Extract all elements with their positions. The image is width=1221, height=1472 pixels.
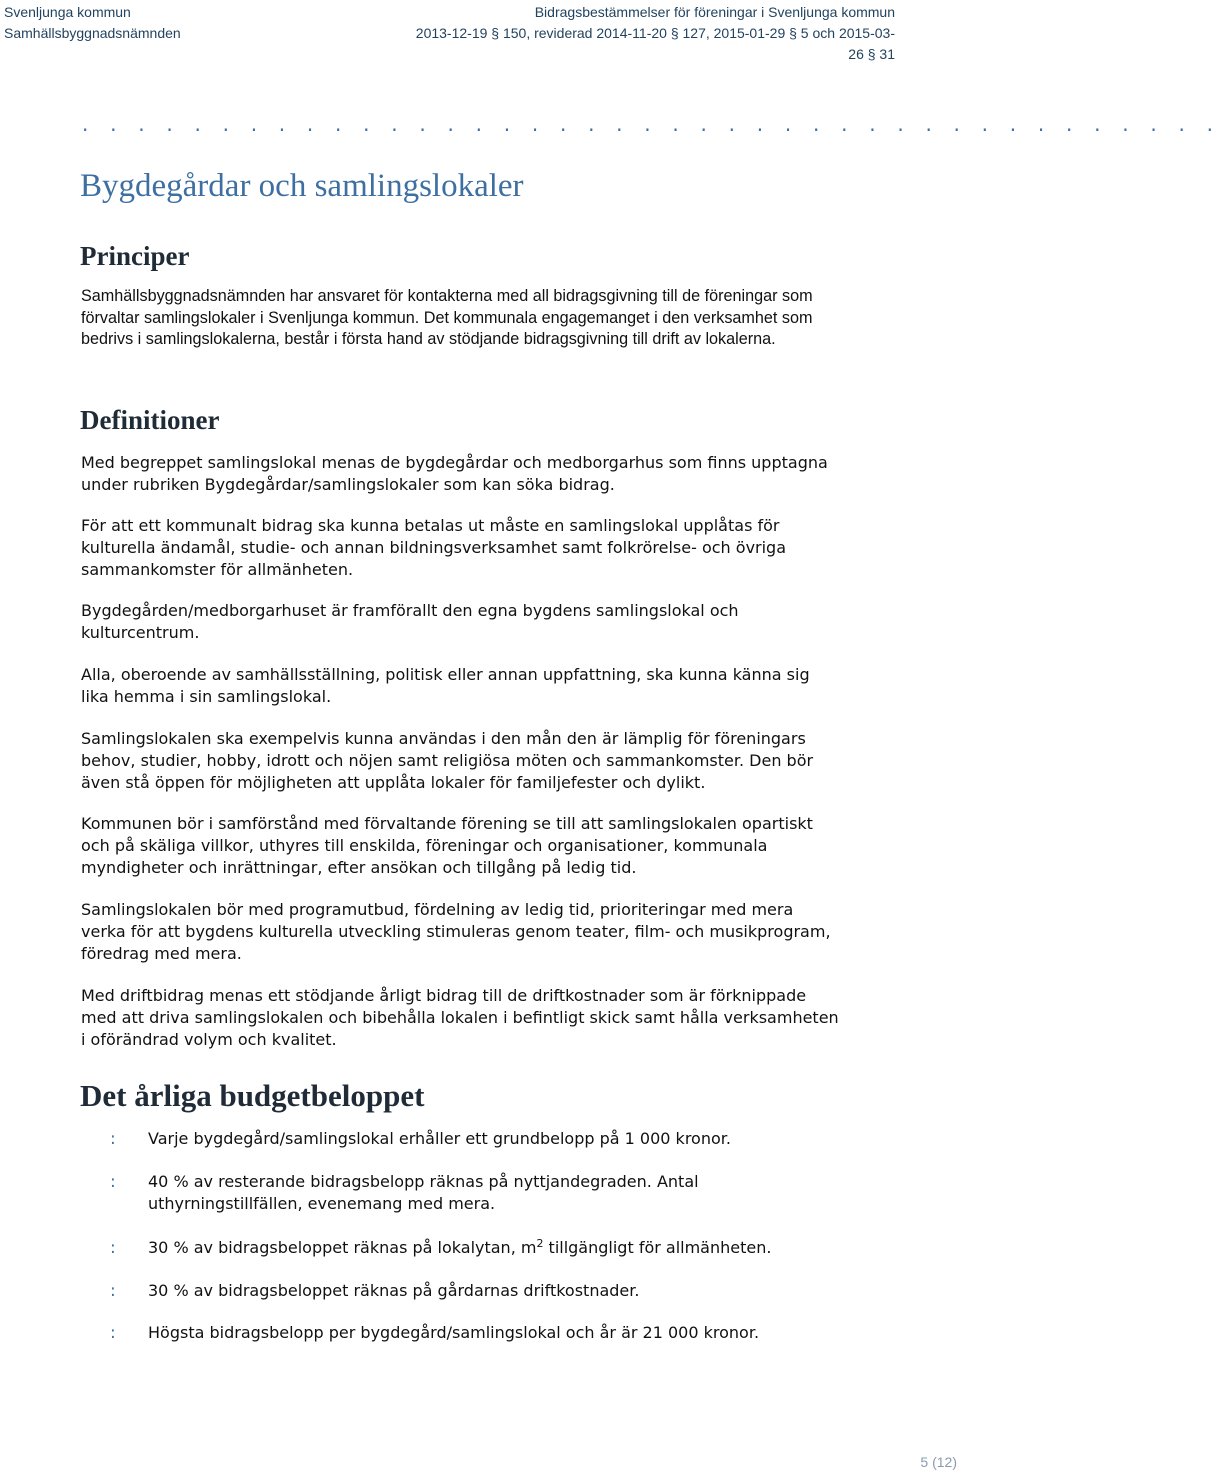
heading-principer: Principer (80, 241, 190, 271)
header-revision-cont: 26 § 31 (848, 46, 895, 62)
definition-paragraph-6: Kommunen bör i samförstånd med förvaltande förening se till att samlingslokalen opartiskt och på skäliga villkor, uthyres till enskilda, föreningar och organisationer, kommunala myndigheter och inrättningar, efter ansökan och tillgång på ledig tid. (81, 814, 813, 877)
list-item-text: Varje bygdegård/samlingslokal erhåller ett grundbelopp på 1 000 kronor. (148, 1129, 731, 1148)
list-item-text: 30 % av bidragsbeloppet räknas på gårdarnas driftkostnader. (148, 1281, 640, 1300)
principer-paragraph: Samhällsbyggnadsnämnden har ansvaret för kontakterna med all bidragsgivning till de föreningar som förvaltar samlingslokaler i Svenljunga kommun. Det kommunala engagemanget i den verksamhet som bedrivs i samlingslokalerna, består i första hand av stödjande bidragsgivning till drift av lokalerna. (81, 287, 813, 349)
list-item-text-tail: tillgängligt för allmänheten. (543, 1238, 772, 1257)
page-number: 5 (12) (920, 1454, 957, 1470)
definition-paragraph-3: Bygdegården/medborgarhuset är framförallt den egna bygdens samlingslokal och kulturcentrum. (81, 601, 739, 642)
definition-paragraph-8: Med driftbidrag menas ett stödjande årligt bidrag till de driftkostnader som är förknippade med att driva samlingslokalen och bibehålla lokalen i befintligt skick samt hålla verksamheten i oförändrad volym och kvalitet. (81, 986, 839, 1049)
page-header (0, 0, 960, 64)
header-left (4, 2, 181, 44)
bullet-colon-icon: : (110, 1323, 116, 1343)
header-right (375, 2, 895, 65)
list-item-text: 40 % av resterande bidragsbelopp räknas på nyttjandegraden. Antal uthyrningstillfällen, evenemang med mera. (148, 1172, 699, 1213)
definition-paragraph-4: Alla, oberoende av samhällsställning, politisk eller annan uppfattning, ska kunna känna sig lika hemma i sin samlingslokal. (81, 665, 810, 706)
bullet-colon-icon: : (110, 1281, 116, 1301)
header-document-title: Bidragsbestämmelser för föreningar i Svenljunga kommun (534, 4, 895, 20)
heading-budget: Det årliga budgetbeloppet (80, 1078, 425, 1113)
header-municipality: Svenljunga kommun (4, 4, 131, 20)
heading-definitioner: Definitioner (80, 405, 220, 435)
definition-paragraph-5: Samlingslokalen ska exempelvis kunna användas i den mån den är lämplig för föreningars behov, studier, hobby, idrott och nöjen samt religiösa möten och sammankomster. Den bör även stå öppen för möjligheten att upplåta lokaler för familjefester och dylikt. (81, 729, 814, 792)
bullet-colon-icon: : (110, 1238, 116, 1258)
header-committee: Samhällsbyggnadsnämnden (4, 25, 181, 41)
superscript-2: 2 (536, 1237, 544, 1250)
list-item-text: Högsta bidragsbelopp per bygdegård/samlingslokal och år är 21 000 kronor. (148, 1323, 760, 1342)
bullet-colon-icon: : (110, 1129, 116, 1149)
definition-paragraph-1: Med begreppet samlingslokal menas de bygdegårdar och medborgarhus som finns upptagna under rubriken Bygdegårdar/samlingslokaler som kan söka bidrag. (81, 453, 828, 494)
list-item-text-main: 30 % av bidragsbeloppet räknas på lokalytan, m (148, 1238, 537, 1257)
header-revision: 2013-12-19 § 150, reviderad 2014-11-20 § 127, 2015-01-29 § 5 och 2015-03- (415, 25, 895, 41)
page-title: Bygdegårdar och samlingslokaler (80, 168, 524, 204)
definition-paragraph-7: Samlingslokalen bör med programutbud, fördelning av ledig tid, prioriteringar med mera verka för att bygdens kulturella utveckling stimuleras genom teater, film- och musikprogram, föredrag med mera. (81, 900, 831, 963)
definition-paragraph-2: För att ett kommunalt bidrag ska kunna betalas ut måste en samlingslokal upplåtas för kulturella ändamål, studie- och annan bildningsverksamhet samt folkrörelse- och övriga sammankomster för allmänheten. (81, 516, 787, 579)
bullet-colon-icon: : (110, 1172, 116, 1192)
dotted-divider: . . . . . . . . . . . . . . . . . . . . . . . . . . . . . . . . . . . . . . . . . (82, 112, 1221, 136)
list-item-text (148, 1237, 828, 1259)
